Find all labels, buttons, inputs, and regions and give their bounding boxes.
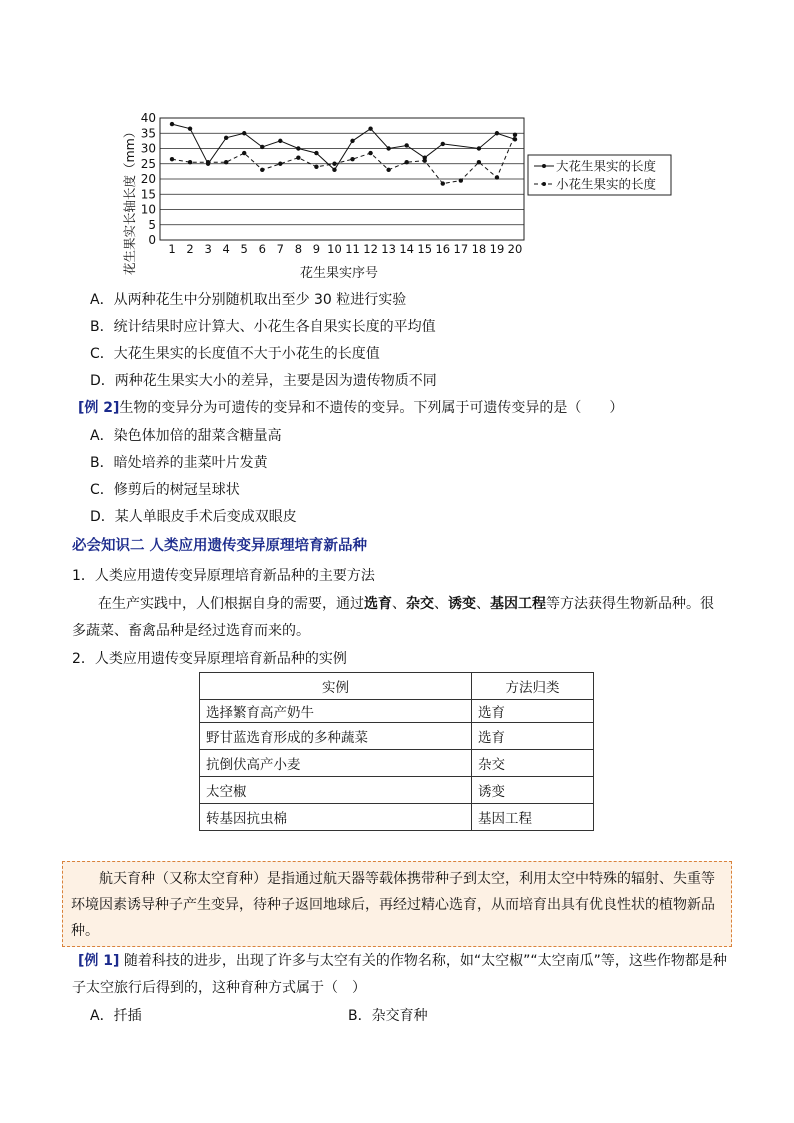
- x-tick-label: 12: [363, 242, 378, 256]
- kw-selection: 选育: [364, 596, 392, 612]
- data-point: [278, 139, 282, 143]
- y-tick-label: 35: [140, 126, 156, 141]
- data-point: [314, 165, 318, 169]
- data-point: [188, 160, 192, 164]
- point2-title: 2．人类应用遗传变异原理培育新品种的实例: [72, 651, 347, 667]
- example1-stem-line1: [78, 950, 727, 970]
- data-point: [477, 146, 481, 150]
- point1-paragraph-line2: 多蔬菜、畜禽品种是经过选育而来的。: [72, 623, 310, 639]
- data-point: [242, 131, 246, 135]
- kw-hybrid: 杂交: [406, 596, 434, 612]
- x-tick-label: 16: [435, 242, 451, 256]
- chart-series: [170, 122, 517, 186]
- data-point: [242, 151, 246, 155]
- data-point: [441, 181, 445, 185]
- y-tick-label: 20: [140, 172, 156, 186]
- x-tick-label: 17: [453, 242, 469, 256]
- example1-option-b: B．杂交育种: [348, 1008, 428, 1024]
- data-point: [332, 162, 336, 166]
- kw-genetic-engineering: 基因工程: [490, 596, 546, 612]
- table-row: [200, 804, 594, 831]
- point1-text-pre: 在生产实践中，人们根据自身的需要，通过: [98, 596, 364, 612]
- legend-label: 大花生果实的长度: [556, 158, 657, 174]
- example1-option-a: A．扦插: [90, 1008, 142, 1024]
- table-row: [200, 700, 594, 723]
- example1-tag: [例 1]: [78, 953, 120, 969]
- table-cell: 基因工程: [472, 804, 594, 831]
- data-point: [404, 160, 408, 164]
- table-cell: 太空椒: [200, 777, 472, 804]
- chart-grid: [160, 118, 524, 240]
- table-cell: 野甘蓝选育形成的多种蔬菜: [200, 723, 472, 750]
- section-title: 必会知识二 人类应用遗传变异原理培育新品种: [72, 538, 368, 554]
- table-cell: 选育: [472, 700, 594, 723]
- y-tick-label: 25: [140, 156, 156, 171]
- data-point: [206, 160, 210, 164]
- example2-option-d: D．某人单眼皮手术后变成双眼皮: [90, 509, 297, 525]
- example2-option-b: B．暗处培养的韭菜叶片发黄: [90, 455, 268, 471]
- example2-stem: [78, 397, 623, 417]
- data-point: [296, 146, 300, 150]
- table-cell: 诱变: [472, 777, 594, 804]
- data-point: [224, 136, 228, 140]
- note-text: 航天育种（又称太空育种）是指通过航天器等载体携带种子到太空，利用太空中特殊的辐射、失重等环境因素诱导种子产生变异，待种子返回地球后，再经过精心选育，从而培育出具有优良性状的植物新品种。: [71, 871, 715, 939]
- data-point: [477, 160, 481, 164]
- chart-ticks: [141, 111, 523, 256]
- data-point: [350, 157, 354, 161]
- data-point: [368, 151, 372, 155]
- example2-option-c: C．修剪后的树冠呈球状: [90, 482, 240, 498]
- example2-tag: [例 2]: [78, 400, 120, 416]
- x-tick-label: 19: [489, 242, 505, 256]
- data-point: [278, 162, 282, 166]
- table-cell: 抗倒伏高产小麦: [200, 750, 472, 777]
- data-point: [368, 126, 372, 130]
- table-cell: 杂交: [472, 750, 594, 777]
- example1-stem-line2: 子太空旅行后得到的，这种育种方式属于（ ）: [72, 980, 366, 996]
- x-tick-label: 7: [276, 242, 284, 256]
- y-tick-label: 0: [148, 233, 156, 247]
- data-point: [332, 168, 336, 172]
- sep: 、: [476, 596, 490, 612]
- data-point: [441, 142, 445, 146]
- data-point: [188, 126, 192, 130]
- table-row: [200, 750, 594, 777]
- x-tick-label: 2: [186, 242, 194, 256]
- y-tick-label: 40: [140, 111, 156, 125]
- point1-text-post: 等方法获得生物新品种。很: [546, 596, 714, 612]
- x-axis-label: 花生果实序号: [300, 266, 379, 281]
- x-tick-label: 18: [471, 242, 487, 256]
- y-tick-label: 30: [140, 141, 156, 156]
- point1-paragraph-line1: [98, 593, 714, 613]
- examples-table: [199, 672, 594, 831]
- data-point: [495, 131, 499, 135]
- legend-marker: [542, 164, 546, 168]
- x-tick-label: 20: [507, 242, 523, 256]
- data-point: [459, 178, 463, 182]
- x-tick-label: 10: [327, 242, 342, 256]
- peanut-length-chart: [115, 100, 685, 280]
- example2-option-a: A．染色体加倍的甜菜含糖量高: [90, 428, 282, 444]
- sep: 、: [434, 596, 448, 612]
- table-header: 实例: [200, 673, 472, 700]
- table-cell: 转基因抗虫棉: [200, 804, 472, 831]
- x-tick-label: 14: [399, 242, 415, 256]
- x-tick-label: 1: [168, 242, 176, 256]
- y-tick-label: 15: [140, 187, 156, 202]
- data-point: [495, 175, 499, 179]
- table-row: [200, 777, 594, 804]
- data-point: [386, 146, 390, 150]
- x-tick-label: 4: [222, 242, 230, 256]
- series-line-1: [172, 124, 515, 170]
- x-tick-label: 5: [240, 242, 248, 256]
- x-tick-label: 3: [204, 242, 212, 256]
- data-point: [296, 155, 300, 159]
- q1-option-d: D．两种花生果实大小的差异，主要是因为遗传物质不同: [90, 373, 437, 389]
- data-point: [260, 145, 264, 149]
- chart-legend: [528, 155, 671, 195]
- x-tick-label: 15: [417, 242, 433, 256]
- legend-label: 小花生果实的长度: [556, 176, 657, 192]
- legend-marker: [542, 182, 546, 186]
- q1-option-a: A．从两种花生中分别随机取出至少 30 粒进行实验: [90, 292, 407, 308]
- x-tick-label: 11: [345, 242, 360, 256]
- point1-title: 1．人类应用遗传变异原理培育新品种的主要方法: [72, 568, 375, 584]
- x-tick-label: 8: [294, 242, 303, 256]
- example2-question: 生物的变异分为可遗传的变异和不遗传的变异。下列属于可遗传变异的是（ ）: [119, 400, 624, 416]
- table-cell: 选择繁育高产奶牛: [200, 700, 472, 723]
- table-header-row: [200, 673, 594, 700]
- table-header: 方法归类: [472, 673, 594, 700]
- q1-option-c: C．大花生果实的长度值不大于小花生的长度值: [90, 346, 380, 362]
- q1-option-b: B．统计结果时应计算大、小花生各自果实长度的平均值: [90, 319, 436, 335]
- data-point: [170, 157, 174, 161]
- data-point: [224, 160, 228, 164]
- y-axis-label: 花生果实长轴长度（mm）: [122, 125, 137, 275]
- kw-mutagenesis: 诱变: [448, 596, 476, 612]
- data-point: [513, 133, 517, 137]
- y-tick-label: 5: [148, 217, 156, 232]
- data-point: [350, 139, 354, 143]
- table-cell: 选育: [472, 723, 594, 750]
- x-tick-label: 13: [381, 242, 396, 256]
- data-point: [314, 151, 318, 155]
- y-tick-label: 10: [140, 202, 156, 217]
- table-row: [200, 723, 594, 750]
- data-point: [170, 122, 174, 126]
- space-breeding-note: [62, 861, 732, 947]
- data-point: [386, 168, 390, 172]
- data-point: [423, 159, 427, 163]
- x-tick-label: 9: [312, 242, 321, 256]
- example1-question: 随着科技的进步，出现了许多与太空有关的作物名称，如“太空椒”“太空南瓜”等，这些作物都是种: [119, 953, 727, 969]
- data-point: [260, 168, 264, 172]
- x-tick-label: 6: [258, 242, 266, 256]
- data-point: [404, 143, 408, 147]
- sep: 、: [392, 596, 406, 612]
